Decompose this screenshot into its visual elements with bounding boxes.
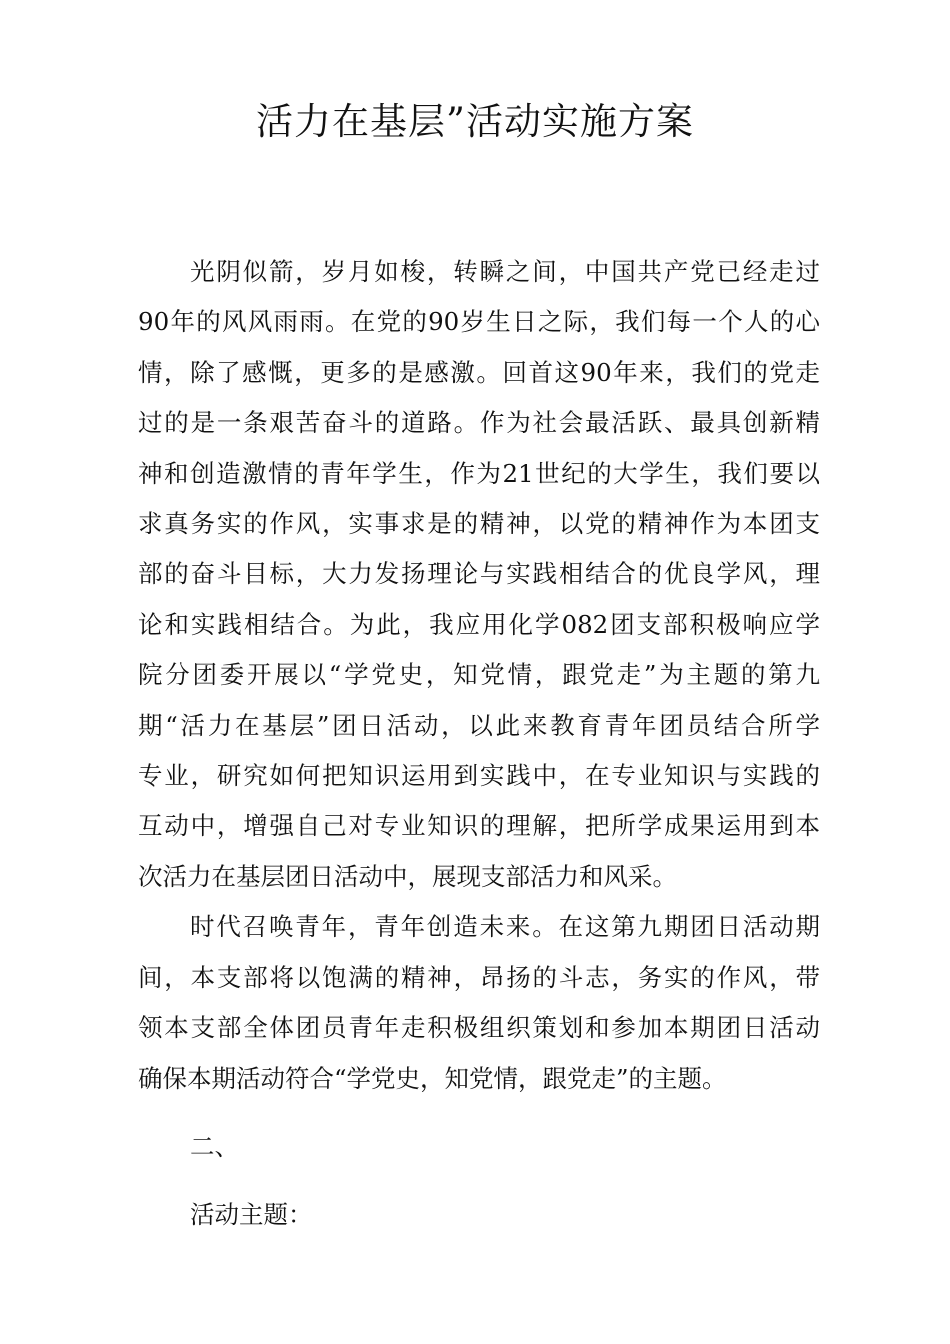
text-line: 确保本期活动符合“学党史，知党情，跟党走”的主题。 (138, 1063, 727, 1093)
text-line: 情，除了感慨，更多的是感激。回首这90年来，我们的党走 (138, 357, 820, 387)
text-line: 院分团委开展以“学党史，知党情，跟党走”为主题的第九 (138, 660, 820, 690)
text-line: 部的奋斗目标，大力发扬理论与实践相结合的优良学风，理 (138, 559, 820, 589)
paragraph-call-to-youth (138, 902, 820, 1104)
spacer (138, 1104, 820, 1122)
text-line: 求真务实的作风，实事求是的精神，以党的精神作为本团支 (138, 509, 820, 539)
text-line: 论和实践相结合。为此，我应用化学082团支部积极响应学 (138, 609, 820, 639)
text-line: 次活力在基层团日活动中，展现支部活力和风采。 (138, 861, 677, 891)
document-body (138, 247, 820, 1241)
text-line: 过的是一条艰苦奋斗的道路。作为社会最活跃、最具创新精 (138, 408, 820, 438)
text-line: 期“活力在基层”团日活动，以此来教育青年团员结合所学 (138, 710, 820, 740)
text-line: 光阴似箭，岁月如梭，转瞬之间，中国共产党已经走过 (190, 257, 820, 286)
text-line: 间，本支部将以饱满的精神，昂扬的斗志，务实的作风，带 (138, 962, 820, 992)
text-line: 神和创造激情的青年学生，作为21世纪的大学生，我们要以 (138, 458, 820, 488)
text-line: 时代召唤青年，青年创造未来。在这第九期团日活动期 (190, 912, 820, 942)
document-title: 活力在基层”活动实施方案 (256, 100, 694, 143)
spacer (138, 1172, 820, 1190)
paragraph-intro (138, 247, 820, 902)
section-heading: 活动主题： (190, 1200, 313, 1230)
section-number: 二、 (190, 1131, 239, 1161)
text-line: 90年的风风雨雨。在党的90岁生日之际，我们每一个人的心 (138, 307, 820, 337)
text-line: 专业，研究如何把知识运用到实践中，在专业知识与实践的 (138, 761, 820, 791)
text-line: 互动中，增强自己对专业知识的理解，把所学成果运用到本 (138, 811, 820, 841)
text-line: 领本支部全体团员青年走积极组织策划和参加本期团日活动 (138, 1013, 820, 1043)
